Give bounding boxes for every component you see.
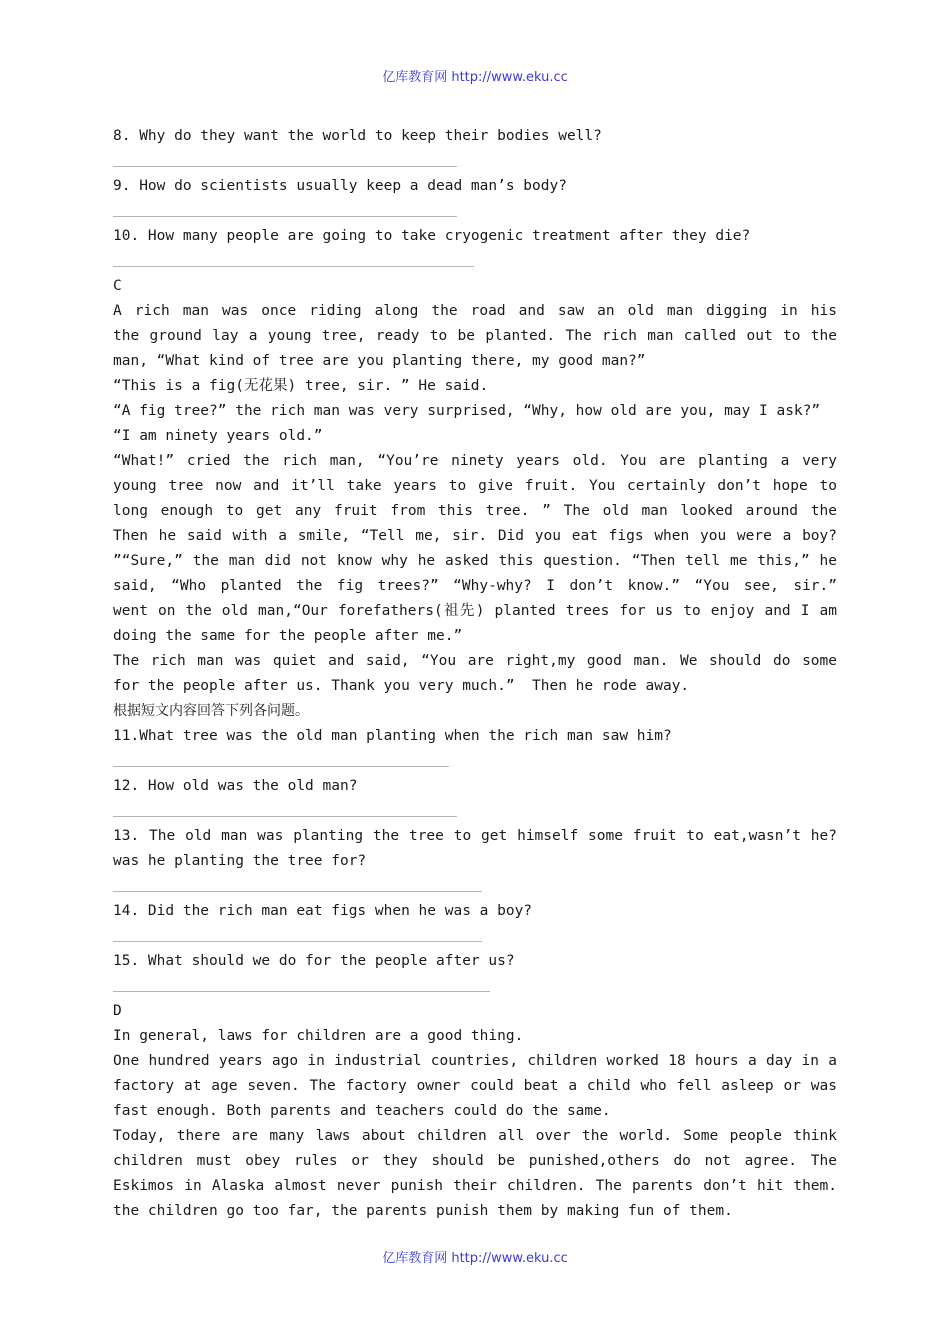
answer-line-12	[113, 799, 837, 824]
passage-d-line: Eskimos in Alaska almost never punish their children. The parents don’t hit them.	[113, 1178, 837, 1194]
section-c-instruction: 根据短文内容回答下列各问题。	[113, 703, 309, 719]
answer-line-10	[113, 249, 837, 274]
answer-line-8	[113, 149, 837, 174]
question-8: 8. Why do they want the world to keep their bodies well?	[113, 128, 602, 144]
passage-d-line: children must obey rules or they should be punished,others do not agree. The	[113, 1153, 837, 1169]
passage-c-line: The rich man was quiet and said, “You are right,my good man. We should do some	[113, 653, 837, 669]
question-9: 9. How do scientists usually keep a dead man’s body?	[113, 178, 567, 194]
question-14: 14. Did the rich man eat figs when he was a boy?	[113, 903, 533, 919]
section-c-label: C	[113, 278, 122, 294]
question-13-cont: was he planting the tree for?	[113, 853, 367, 869]
passage-c-line: man, “What kind of tree are you planting there, my good man?”	[113, 353, 646, 369]
question-10: 10. How many people are going to take cryogenic treatment after they die?	[113, 228, 751, 244]
passage-c-line: the ground lay a young tree, ready to be planted. The rich man called out to the	[113, 328, 837, 344]
passage-d-line: the children go too far, the parents punish them by making fun of them.	[113, 1203, 733, 1219]
passage-c-line: “This is a fig(无花果) tree, sir. ” He said.	[113, 378, 489, 394]
passage-c-line: young tree now and it’ll take years to give fruit. You certainly don’t hope to	[113, 478, 837, 494]
page-footer: 亿库教育网 http://www.eku.cc	[382, 1251, 568, 1266]
passage-c-line: went on the old man,“Our forefathers(祖先) planted trees for us to enjoy and I am	[113, 603, 837, 619]
answer-line-11	[113, 749, 837, 774]
passage-c-line: “I am ninety years old.”	[113, 428, 323, 444]
passage-d-line: fast enough. Both parents and teachers could do the same.	[113, 1103, 611, 1119]
passage-d-line: factory at age seven. The factory owner could beat a child who fell asleep or was	[113, 1078, 837, 1094]
answer-line-14	[113, 924, 837, 949]
page-header: 亿库教育网 http://www.eku.cc	[382, 70, 568, 85]
passage-d-line: One hundred years ago in industrial countries, children worked 18 hours a day in a	[113, 1053, 837, 1069]
passage-c-line: long enough to get any fruit from this tree. ” The old man looked around the	[113, 503, 837, 519]
answer-line-13	[113, 874, 837, 899]
passage-d-line: In general, laws for children are a good thing.	[113, 1028, 524, 1044]
passage-c-line: “A fig tree?” the rich man was very surprised, “Why, how old are you, may I ask?”	[113, 403, 821, 419]
section-d-label: D	[113, 1003, 122, 1019]
question-12: 12. How old was the old man?	[113, 778, 358, 794]
passage-c-line: “What!” cried the rich man, “You’re ninety years old. You are planting a very	[113, 453, 837, 469]
answer-line-15	[113, 974, 837, 999]
question-11: 11.What tree was the old man planting when the rich man saw him?	[113, 728, 672, 744]
passage-c-line: ”“Sure,” the man did not know why he asked this question. “Then tell me this,” he	[113, 553, 837, 569]
answer-line-9	[113, 199, 837, 224]
passage-c-line: for the people after us. Thank you very much.” Then he rode away.	[113, 678, 690, 694]
passage-c-line: A rich man was once riding along the road and saw an old man digging in his	[113, 303, 837, 319]
passage-d-line: Today, there are many laws about children all over the world. Some people think	[113, 1128, 837, 1144]
question-15: 15. What should we do for the people after us?	[113, 953, 515, 969]
passage-c-line: Then he said with a smile, “Tell me, sir. Did you eat figs when you were a boy?	[113, 528, 837, 544]
page-content	[113, 124, 837, 1224]
question-13: 13. The old man was planting the tree to get himself some fruit to eat,wasn’t he?	[113, 828, 837, 844]
passage-c-line: said, “Who planted the fig trees?” “Why-why? I don’t know.” “You see, sir.”	[113, 578, 837, 594]
passage-c-line: doing the same for the people after me.”	[113, 628, 463, 644]
